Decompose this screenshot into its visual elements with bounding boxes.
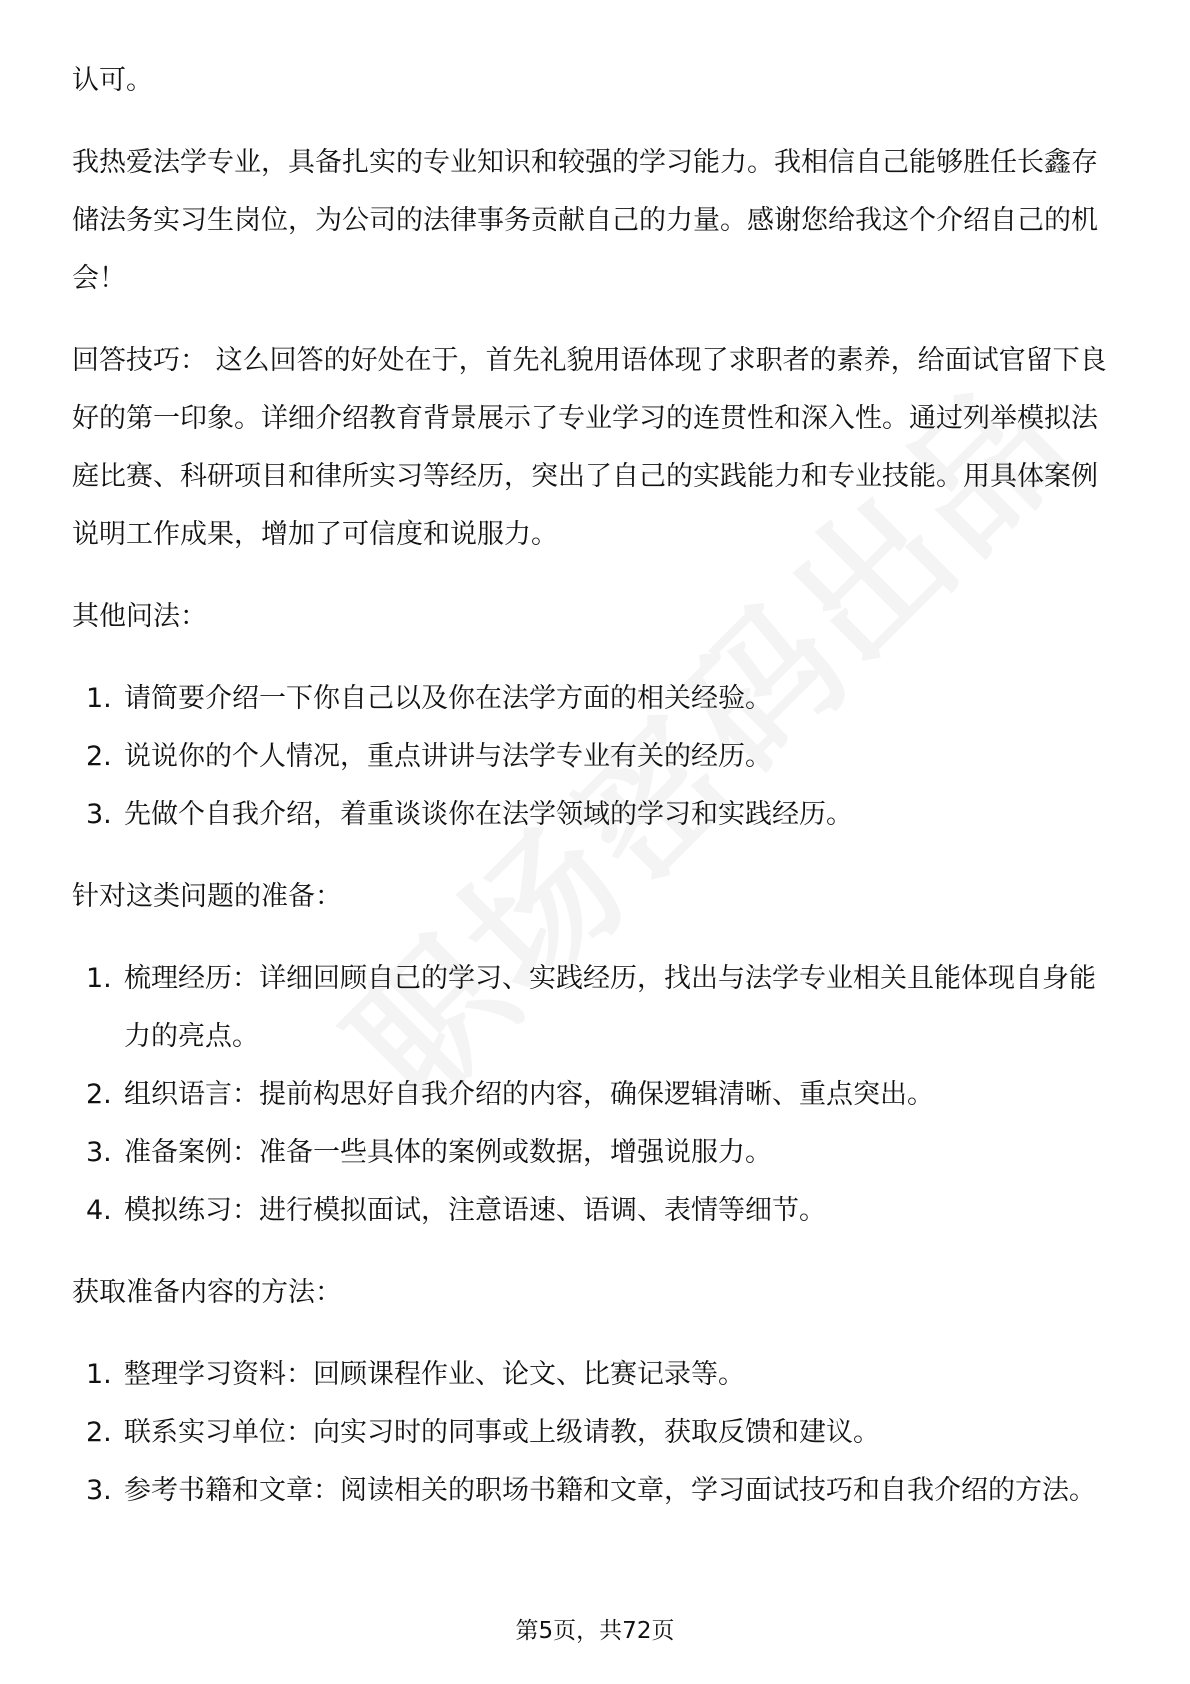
list-item bbox=[72, 950, 1122, 1066]
list-number: 3. bbox=[86, 799, 112, 830]
paragraph-continuation: 认可。 bbox=[72, 65, 153, 96]
paragraph-answer-tips: 回答技巧： 这么回答的好处在于，首先礼貌用语体现了求职者的素养，给面试官留下良好的第一印象。详细介绍教育背景展示了专业学习的连贯性和深入性。通过列举模拟法庭比赛、科研项目和律所实习等经历，突出了自己的实践能力和专业技能。用具体案例说明工作成果，增加了可信度和说服力。 bbox=[72, 345, 1107, 550]
list-item bbox=[72, 1404, 1122, 1462]
page-content bbox=[72, 52, 1122, 1544]
list-preparation bbox=[72, 950, 1122, 1240]
heading-other-questions: 其他问法： bbox=[72, 601, 207, 632]
list-item-text: 联系实习单位：向实习时的同事或上级请教，获取反馈和建议。 bbox=[124, 1417, 880, 1448]
list-number: 2. bbox=[86, 741, 112, 772]
list-item-text: 模拟练习：进行模拟面试，注意语速、语调、表情等细节。 bbox=[124, 1195, 826, 1226]
list-item bbox=[72, 786, 1122, 844]
list-item bbox=[72, 1066, 1122, 1124]
list-other-questions bbox=[72, 670, 1122, 844]
list-item-text: 说说你的个人情况，重点讲讲与法学专业有关的经历。 bbox=[124, 741, 772, 772]
list-number: 2. bbox=[86, 1079, 112, 1110]
list-number: 3. bbox=[86, 1475, 112, 1506]
list-item-text: 参考书籍和文章：阅读相关的职场书籍和文章，学习面试技巧和自我介绍的方法。 bbox=[124, 1475, 1096, 1506]
list-item bbox=[72, 1462, 1122, 1520]
list-item bbox=[72, 1346, 1122, 1404]
list-number: 4. bbox=[86, 1195, 112, 1226]
list-number: 2. bbox=[86, 1417, 112, 1448]
list-number: 1. bbox=[86, 963, 112, 994]
list-item bbox=[72, 670, 1122, 728]
list-number: 3. bbox=[86, 1137, 112, 1168]
paragraph-closing-statement: 我热爱法学专业，具备扎实的专业知识和较强的学习能力。我相信自己能够胜任长鑫存储法务实习生岗位，为公司的法律事务贡献自己的力量。感谢您给我这个介绍自己的机会！ bbox=[72, 147, 1098, 294]
list-number: 1. bbox=[86, 1359, 112, 1390]
list-item-text: 整理学习资料：回顾课程作业、论文、比赛记录等。 bbox=[124, 1359, 745, 1390]
list-item bbox=[72, 1124, 1122, 1182]
heading-methods: 获取准备内容的方法： bbox=[72, 1277, 342, 1308]
list-item-text: 请简要介绍一下你自己以及你在法学方面的相关经验。 bbox=[124, 683, 772, 714]
list-methods bbox=[72, 1346, 1122, 1520]
list-item-text: 组织语言：提前构思好自我介绍的内容，确保逻辑清晰、重点突出。 bbox=[124, 1079, 934, 1110]
list-item bbox=[72, 1182, 1122, 1240]
list-number: 1. bbox=[86, 683, 112, 714]
list-item-text: 梳理经历：详细回顾自己的学习、实践经历，找出与法学专业相关且能体现自身能力的亮点。 bbox=[124, 963, 1096, 1052]
list-item-text: 准备案例：准备一些具体的案例或数据，增强说服力。 bbox=[124, 1137, 772, 1168]
page-number: 第5页，共72页 bbox=[515, 1618, 675, 1644]
list-item-text: 先做个自我介绍，着重谈谈你在法学领域的学习和实践经历。 bbox=[124, 799, 853, 830]
list-item bbox=[72, 728, 1122, 786]
heading-preparation: 针对这类问题的准备： bbox=[72, 881, 342, 912]
